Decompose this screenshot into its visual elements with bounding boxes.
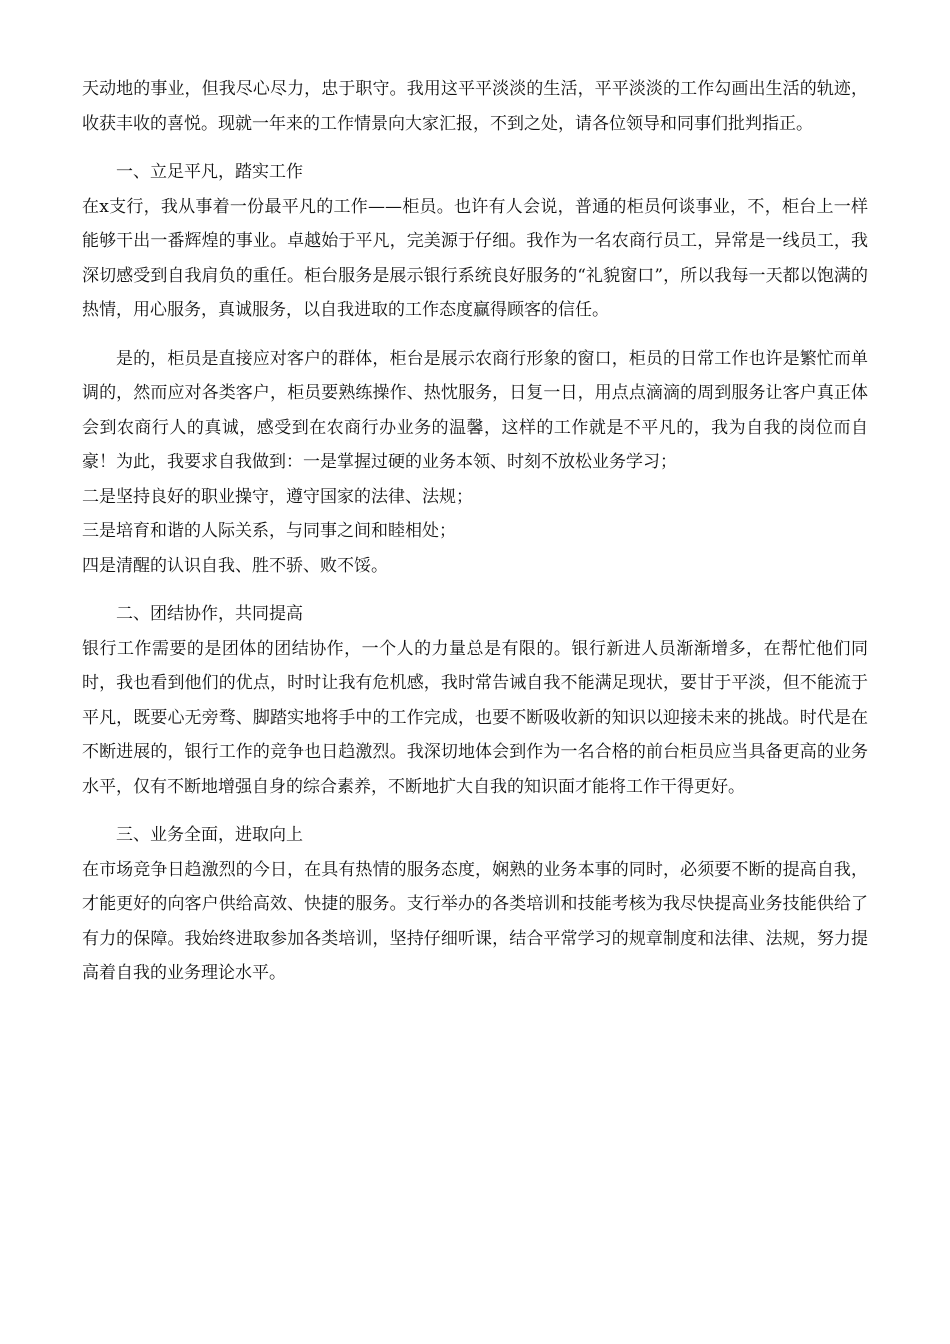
intro-paragraph: 天动地的事业，但我尽心尽力，忠于职守。我用这平平淡淡的生活，平平淡淡的工作勾画出生活的轨迹，收获丰收的喜悦。现就一年来的工作情景向大家汇报，不到之处，请各位领导和同事们批判指正。	[82, 79, 868, 134]
section-2-heading: 二、团结协作，共同提高	[116, 604, 303, 624]
section-3-paragraph-1: 在市场竞争日趋激烈的今日，在具有热情的服务态度，娴熟的业务本事的同时，必须要不断的提高自我，才能更好的向客户供给高效、快捷的服务。支行举办的各类培训和技能考核为我尽快提高业务技能供给了有力的保障。我始终进取参加各类培训，坚持仔细听课，结合平常学习的规章制度和法律、法规，努力提高着自我的业务理论水平。	[82, 859, 868, 983]
section-2-paragraph-1: 银行工作需要的是团体的团结协作，一个人的力量总是有限的。银行新进人员渐渐增多，在帮忙他们同时，我也看到他们的优点，时时让我有危机感，我时常告诫自我不能满足现状，要甘于平淡，但不能流于平凡，既要心无旁骛、脚踏实地将手中的工作完成，也要不断吸收新的知识以迎接未来的挑战。时代是在不断进展的，银行工作的竞争也日趋激烈。我深切地体会到作为一名合格的前台柜员应当具备更高的业务水平，仅有不断地增强自身的综合素养，不断地扩大自我的知识面才能将工作干得更好。	[82, 638, 868, 797]
section-1-paragraph-2: 是的，柜员是直接应对客户的群体，柜台是展示农商行形象的窗口，柜员的日常工作也许是繁忙而单调的，然而应对各类客户，柜员要熟练操作、热忱服务，日复一日，用点点滴滴的周到服务让客户真正体会到农商行人的真诚，感受到在农商行办业务的温馨，这样的工作就是不平凡的，我为自我的岗位而自豪！为此，我要求自我做到：一是掌握过硬的业务本领、时刻不放松业务学习；	[82, 348, 868, 472]
section-1-list-item-4: 四是清醒的认识自我、胜不骄、败不馁。	[82, 555, 388, 576]
section-1-paragraph-1: 在x支行，我从事着一份最平凡的工作——柜员。也许有人会说，普通的柜员何谈事业，不，柜台上一样能够干出一番辉煌的事业。卓越始于平凡，完美源于仔细。我作为一名农商行员工，异常是一线员工，我深切感受到自我肩负的重任。柜台服务是展示银行系统良好服务的“礼貌窗口”，所以我每一天都以饱满的热情，用心服务，真诚服务，以自我进取的工作态度赢得顾客的信任。	[82, 196, 868, 320]
section-1-heading: 一、立足平凡，踏实工作	[116, 162, 303, 182]
section-3-heading: 三、业务全面，进取向上	[116, 825, 303, 845]
section-1-list-item-2: 二是坚持良好的职业操守，遵守国家的法律、法规；	[82, 486, 473, 507]
section-1-list-item-3: 三是培育和谐的人际关系，与同事之间和睦相处；	[82, 521, 456, 541]
